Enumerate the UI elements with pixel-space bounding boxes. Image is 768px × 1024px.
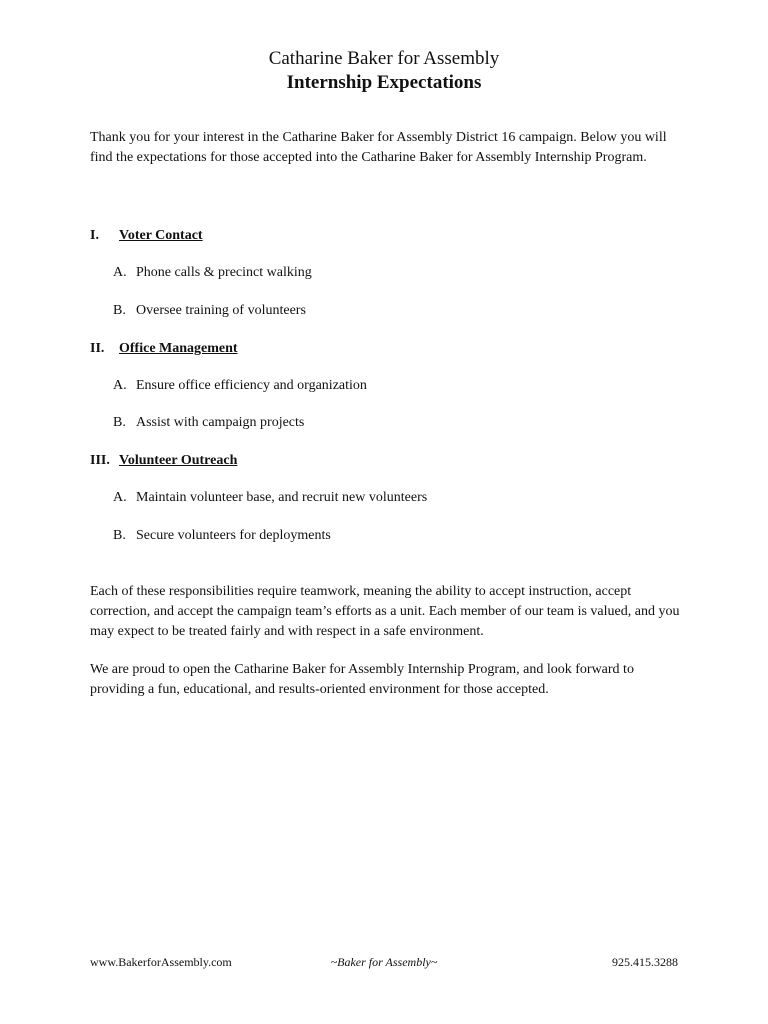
item-letter: A. xyxy=(113,378,127,393)
section-numeral: II. xyxy=(90,341,105,356)
item-text: Phone calls & precinct walking xyxy=(136,265,312,280)
section-numeral: I. xyxy=(90,228,99,243)
section-heading: Volunteer Outreach xyxy=(119,453,238,468)
list-item xyxy=(113,377,367,395)
page-footer xyxy=(90,953,678,971)
item-letter: A. xyxy=(113,265,127,280)
item-text: Maintain volunteer base, and recruit new volunteers xyxy=(136,490,428,505)
item-text: Oversee training of volunteers xyxy=(136,303,306,318)
item-text: Ensure office efficiency and organization xyxy=(136,378,367,393)
section-voter-contact xyxy=(90,227,203,245)
section-numeral: III. xyxy=(90,453,110,468)
footer-website: www.BakerforAssembly.com xyxy=(90,955,232,969)
section-heading: Office Management xyxy=(119,341,238,356)
item-letter: B. xyxy=(113,303,126,318)
document-title: Catharine Baker for Assembly xyxy=(268,48,500,69)
footer-tagline: ~Baker for Assembly~ xyxy=(330,955,438,969)
document-subtitle: Internship Expectations xyxy=(286,72,482,93)
list-item xyxy=(113,527,331,545)
item-letter: B. xyxy=(113,415,126,430)
intro-paragraph: Thank you for your interest in the Catharine Baker for Assembly District 16 campaign. Below you will find the expectations for those accepted into the Catharine Baker for Assembly Internship Program. xyxy=(90,130,667,165)
closing-paragraph: We are proud to open the Catharine Baker for Assembly Internship Program, and look forward to providing a fun, educational, and results-oriented environment for those accepted. xyxy=(90,662,634,697)
list-item xyxy=(113,302,306,320)
item-text: Secure volunteers for deployments xyxy=(136,528,331,543)
list-item xyxy=(113,414,304,432)
closing-paragraph: Each of these responsibilities require teamwork, meaning the ability to accept instruction, accept correction, and accept the campaign team’s efforts as a unit. Each member of our team is valued, and you may expect to be treated fairly and with respect in a safe environment. xyxy=(90,584,680,639)
section-volunteer-outreach xyxy=(90,452,237,470)
section-heading: Voter Contact xyxy=(119,228,203,243)
list-item xyxy=(113,489,427,507)
item-letter: A. xyxy=(113,490,127,505)
section-office-management xyxy=(90,340,238,358)
item-letter: B. xyxy=(113,528,126,543)
list-item xyxy=(113,264,312,282)
footer-phone: 925.415.3288 xyxy=(612,955,678,969)
item-text: Assist with campaign projects xyxy=(136,415,305,430)
